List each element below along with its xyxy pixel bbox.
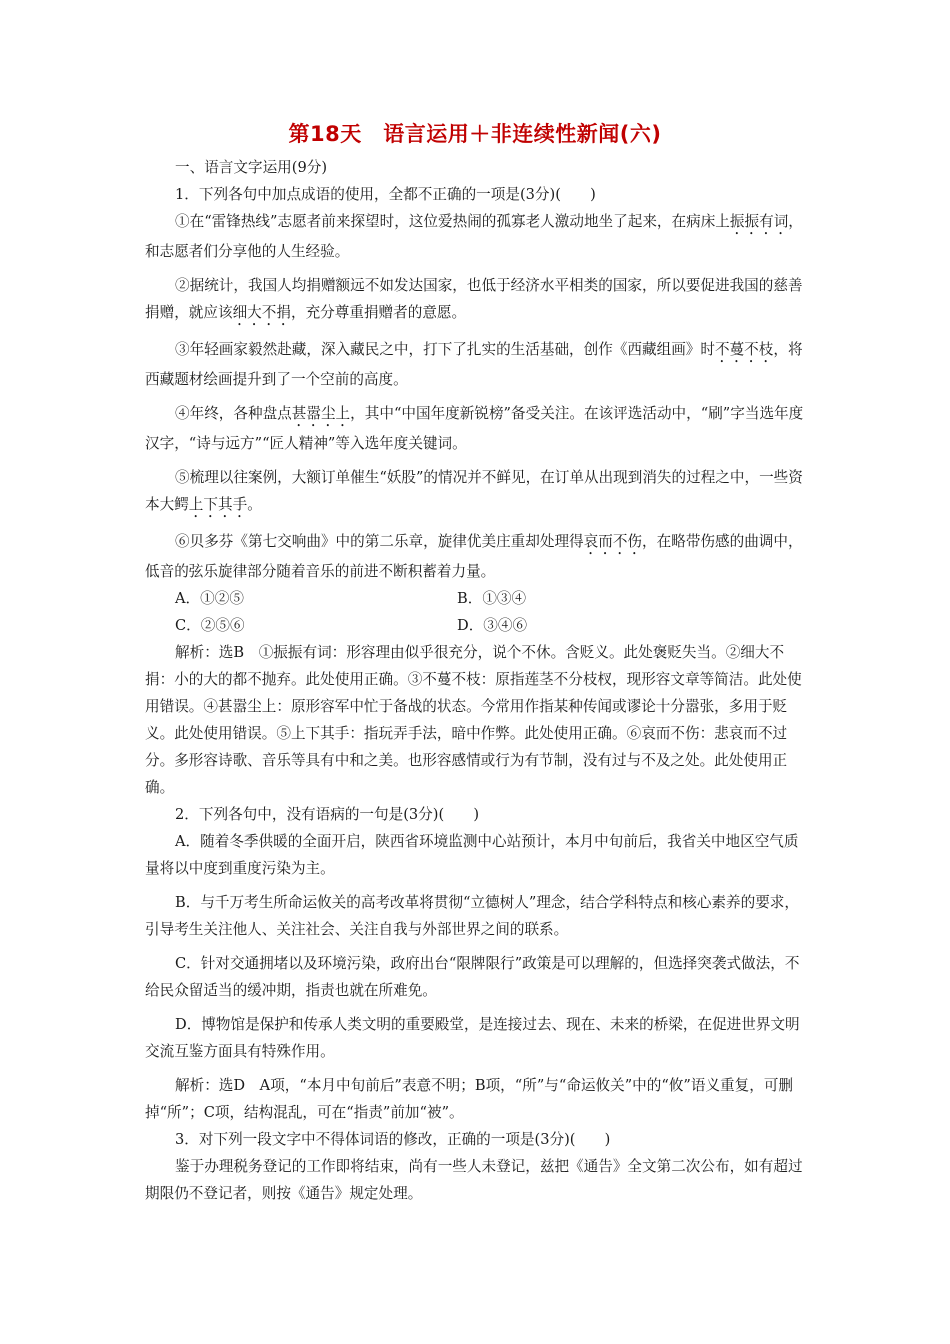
sentence-text: ②据统计，我国人均捐赠额远不如发达国家，也低于经济水平相类的国家，所以要促进我国的慈善捐赠，就应该 (145, 277, 803, 321)
sentence-text: ⑤梳理以往案例，大额订单催生“妖股”的情况并不鲜见，在订单从出现到消失的过程之中，一些资本大鳄 (145, 469, 803, 513)
question-1-sentence-6 (145, 528, 811, 585)
section-heading: 一、语言文字运用(9分) (175, 159, 328, 176)
question-1-sentence-5 (145, 464, 811, 521)
sentence-text: ，充分尊重捐赠者的意愿。 (290, 304, 467, 321)
question-2-analysis: 解析：选D A项，“本月中旬前后”表意不明；B项，“所”与“命运攸关”中的“攸”语义重复，可删掉“所”；C项，结构混乱，可在“指责”前加“被”。 (145, 1077, 794, 1121)
question-1-options-row-2 (145, 612, 811, 639)
sentence-text: ，和志愿者们分享他的人生经验。 (145, 213, 803, 260)
option-a: A．①②⑤ (175, 590, 244, 607)
sentence-text: ，将西藏题材绘画提升到了一个空前的高度。 (145, 341, 803, 388)
question-2-option-c: C．针对交通拥堵以及环境污染，政府出台“限牌限行”政策是可以理解的，但选择突袭式做法，不给民众留适当的缓冲期，指责也就在所难免。 (145, 955, 800, 999)
question-1-sentence-4 (145, 400, 811, 457)
question-1-sentence-1 (145, 208, 811, 265)
question-2-option-a: A．随着冬季供暖的全面开启，陕西省环境监测中心站预计，本月中旬前后，我省关中地区空气质量将以中度到重度污染为主。 (145, 833, 799, 877)
question-2-option-b: B．与千万考生所命运攸关的高考改革将贯彻“立德树人”理念，结合学科特点和核心素养的要求，引导考生关注他人、关注社会、关注自我与外部世界之间的联系。 (145, 894, 799, 938)
sentence-text: ④年终，各种盘点 (175, 405, 292, 422)
sentence-text: ，其中“中国年度新锐榜”备受关注。在该评选活动中，“刷”字当选年度汉字，“诗与远方”“匠人精神”等入选年度关键词。 (145, 405, 804, 452)
sentence-text: ，在略带伤感的曲调中，低音的弦乐旋律部分随着音乐的前进不断积蓄着力量。 (145, 533, 803, 580)
question-1-sentence-2 (145, 272, 811, 329)
dotted-idiom: 甚嚣尘上 (291, 405, 351, 422)
document-body (145, 154, 811, 1207)
sentence-text: 。 (247, 496, 262, 513)
dotted-idiom: 不蔓不枝 (714, 341, 774, 358)
option-c: C．②⑤⑥ (175, 617, 245, 634)
dotted-idiom: 上下其手 (188, 496, 248, 513)
question-1-options-row-1 (145, 585, 811, 612)
question-2-stem: 2．下列各句中，没有语病的一句是(3分)( ) (175, 806, 480, 823)
sentence-text: ⑥贝多芬《第七交响曲》中的第二乐章，旋律优美庄重却处理得 (175, 533, 584, 550)
dotted-idiom: 哀而不伤 (583, 533, 643, 550)
sentence-text: ①在“雷锋热线”志愿者前来探望时，这位爱热闹的孤寡老人激动地坐了起来，在病床上 (175, 213, 730, 230)
sentence-text: ③年轻画家毅然赴藏，深入藏民之中，打下了扎实的生活基础，创作《西藏组画》时 (175, 341, 715, 358)
question-1-sentence-3 (145, 336, 811, 393)
dotted-idiom: 振振有词 (729, 213, 789, 230)
question-3-text: 鉴于办理税务登记的工作即将结束，尚有一些人未登记，兹把《通告》全文第二次公布，如有超过期限仍不登记者，则按《通告》规定处理。 (145, 1158, 803, 1202)
question-1-analysis: 解析：选B ①振振有词：形容理由似乎很充分，说个不休。含贬义。此处褒贬失当。②细大不捐：小的大的都不抛弃。此处使用正确。③不蔓不枝：原指莲茎不分枝杈，现形容文章等简洁。此处使用错误。④甚嚣尘上：原形容军中忙于备战的状态。今常用作指某种传闻或谬论十分嚣张，多用于贬义。此处使用错误。⑤上下其手：指玩弄手法，暗中作弊。此处使用正确。⑥哀而不伤：悲哀而不过分。多形容诗歌、音乐等具有中和之美。也形容感情或行为有节制，没有过与不及之处。此处使用正确。 (145, 644, 802, 796)
option-b: B．①③④ (457, 590, 527, 607)
question-3-stem: 3．对下列一段文字中不得体词语的修改，正确的一项是(3分)( ) (175, 1131, 611, 1148)
question-2-option-d: D．博物馆是保护和传承人类文明的重要殿堂，是连接过去、现在、未来的桥梁，在促进世界文明交流互鉴方面具有特殊作用。 (145, 1016, 800, 1060)
page-title: 第18天 语言运用＋非连续性新闻(六) (288, 122, 662, 146)
question-1-stem: 1．下列各句中加点成语的使用，全都不正确的一项是(3分)( ) (175, 186, 596, 203)
option-d: D．③④⑥ (457, 617, 528, 634)
dotted-idiom: 细大不捐 (232, 304, 291, 321)
